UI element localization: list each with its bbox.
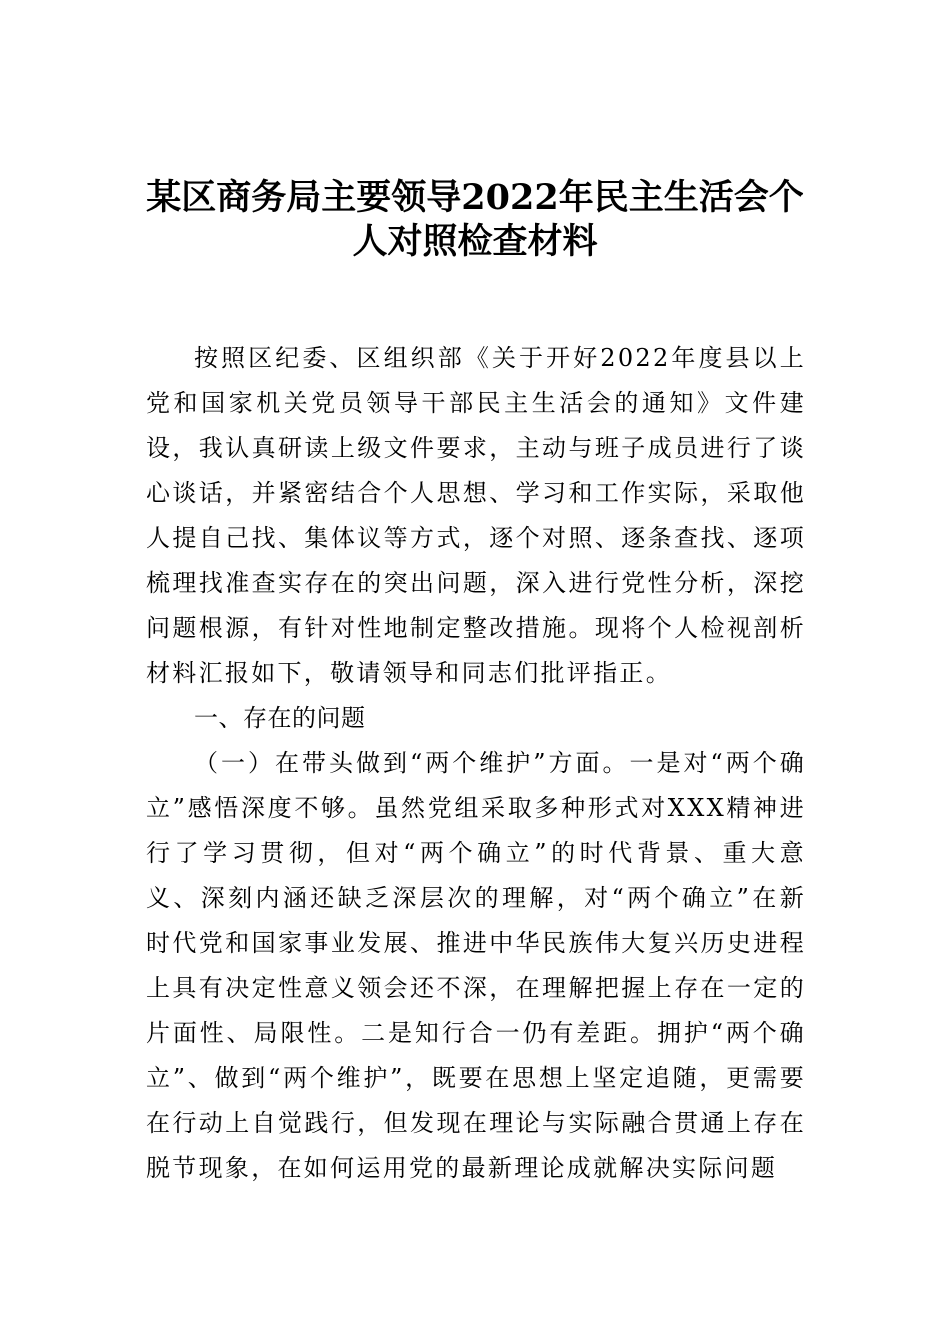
section-heading-problems: 一、存在的问题 (194, 704, 366, 732)
section-1-paragraph: （一）在带头做到“两个维护”方面。一是对“两个确立”感悟深度不够。虽然党组采取多种形式对XXX精神进行了学习贯彻，但对“两个确立”的时代背景、重大意义、深刻内涵还缺乏深层次的理解，对“两个确立”在新时代党和国家事业发展、推进中华民族伟大复兴历史进程上具有决定性意义领会还不深，在理解把握上存在一定的片面性、局限性。二是知行合一仍有差距。拥护“两个确立”、做到“两个维护”，既要在思想上坚定追随，更需要在行动上自觉践行，但发现在理论与实际融合贯通上存在脱节现象，在如何运用党的最新理论成就解决实际问题 (146, 749, 806, 1182)
document-title-line-2: 人对照检查材料 (352, 221, 598, 262)
intro-paragraph: 按照区纪委、区组织部《关于开好2022年度县以上党和国家机关党员领导干部民主生活会的通知》文件建设，我认真研读上级文件要求，主动与班子成员进行了谈心谈话，并紧密结合个人思想、学习和工作实际，采取他人提自己找、集体议等方式，逐个对照、逐条查找、逐项梳理找准查实存在的突出问题，深入进行党性分析，深挖问题根源，有针对性地制定整改措施。现将个人检视剖析材料汇报如下，敬请领导和同志们批评指正。 (146, 344, 806, 687)
document-body (146, 336, 806, 1191)
document-title-line-1: 某区商务局主要领导2022年民主生活会个 (146, 177, 804, 218)
